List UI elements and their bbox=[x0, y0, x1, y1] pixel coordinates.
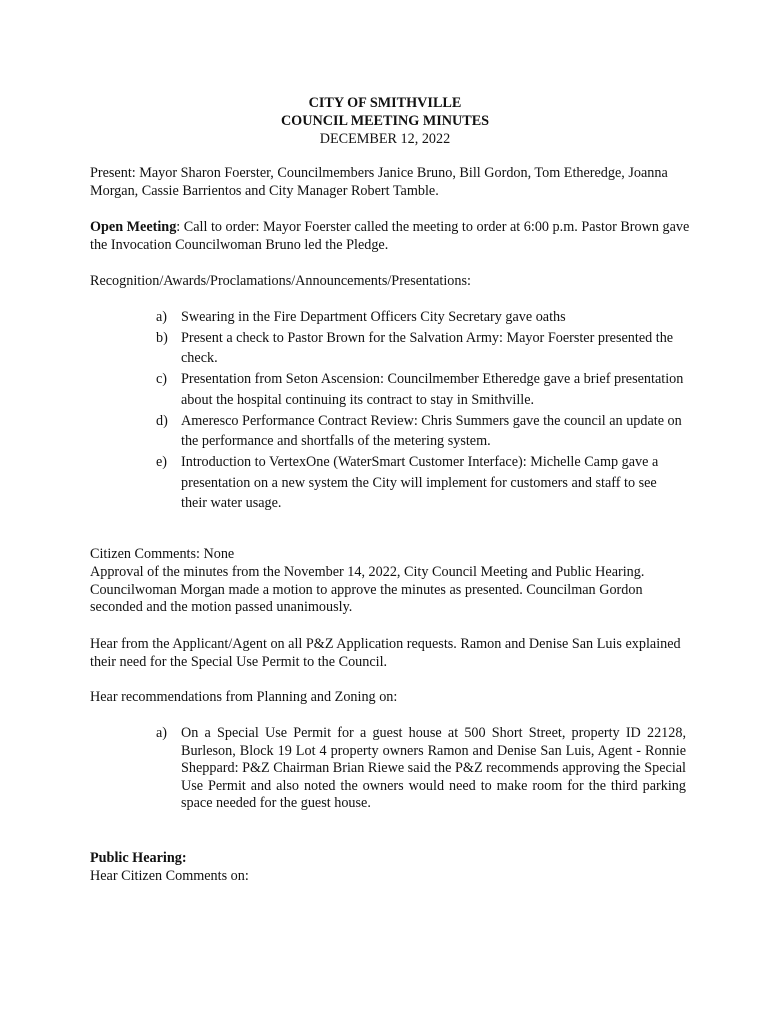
list-marker: c) bbox=[156, 371, 168, 388]
list-item bbox=[156, 452, 686, 514]
list-item-text: On a Special Use Permit for a guest house at 500 Short Street, property ID 22128, Burleson, Block 19 Lot 4 property owners Ramon and Denise San Luis, Agent - Ronnie Sheppard: P&Z Chairman Brian Riewe said the P&Z recommends approving the Special Use Permit and also noted the owners would need to make room for the third parking space needed for the guest house. bbox=[181, 725, 686, 812]
list-marker: b) bbox=[156, 329, 168, 346]
document-header bbox=[0, 94, 770, 148]
open-meeting-label: Open Meeting bbox=[90, 219, 177, 235]
list-item bbox=[156, 369, 686, 410]
list-item-text: Introduction to VertexOne (WaterSmart Customer Interface): Michelle Camp gave a presentation on a new system the City will implement for customers and staff to see their water usage. bbox=[181, 453, 659, 512]
list-item bbox=[156, 411, 686, 452]
citizen-comments: Citizen Comments: None bbox=[90, 546, 235, 562]
city-name: CITY OF SMITHVILLE bbox=[308, 95, 462, 111]
list-item-text: Ameresco Performance Contract Review: Chris Summers gave the council an update on the performance and shortfalls of the metering system. bbox=[181, 412, 682, 450]
open-meeting-paragraph bbox=[90, 219, 690, 254]
list-item bbox=[156, 307, 686, 328]
meeting-date: DECEMBER 12, 2022 bbox=[319, 131, 451, 147]
list-item-text: Swearing in the Fire Department Officers City Secretary gave oaths bbox=[181, 309, 566, 325]
recognition-heading: Recognition/Awards/Proclamations/Announcements/Presentations: bbox=[90, 273, 471, 289]
list-marker: d) bbox=[156, 412, 168, 429]
pz-list bbox=[156, 725, 686, 813]
recognition-list bbox=[156, 307, 686, 514]
list-item bbox=[156, 328, 686, 369]
applicant-paragraph: Hear from the Applicant/Agent on all P&Z Application requests. Ramon and Denise San Luis explained their need for the Special Use Permit to the Council. bbox=[90, 636, 681, 670]
list-item-text: Presentation from Seton Ascension: Councilmember Etheredge gave a brief presentation about the hospital continuing its contract to stay in Smithville. bbox=[181, 371, 684, 408]
public-hearing-text: Hear Citizen Comments on: bbox=[90, 868, 249, 884]
approval-paragraph: Approval of the minutes from the November 14, 2022, City Council Meeting and Public Hearing. Councilwoman Morgan made a motion to approve the minutes as presented. Councilman Gordon seconded and the motion passed unanimously. bbox=[90, 564, 645, 616]
list-item-text: Present a check to Pastor Brown for the Salvation Army: Mayor Foerster presented the check. bbox=[181, 329, 674, 367]
document-title: COUNCIL MEETING MINUTES bbox=[280, 113, 490, 129]
list-marker: a) bbox=[156, 725, 168, 741]
list-item bbox=[156, 725, 686, 813]
open-meeting-text: : Call to order: Mayor Foerster called the meeting to order at 6:00 p.m. Pastor Brown gave the Invocation Councilwoman Bruno led the Pledge. bbox=[90, 219, 690, 253]
pz-heading: Hear recommendations from Planning and Zoning on: bbox=[90, 689, 398, 705]
list-marker: e) bbox=[156, 453, 168, 470]
list-marker: a) bbox=[156, 309, 168, 325]
public-hearing-heading: Public Hearing: bbox=[90, 850, 187, 866]
attendance-paragraph: Present: Mayor Sharon Foerster, Councilmembers Janice Bruno, Bill Gordon, Tom Etheredge, Joanna Morgan, Cassie Barrientos and City Manager Robert Tamble. bbox=[90, 165, 668, 199]
